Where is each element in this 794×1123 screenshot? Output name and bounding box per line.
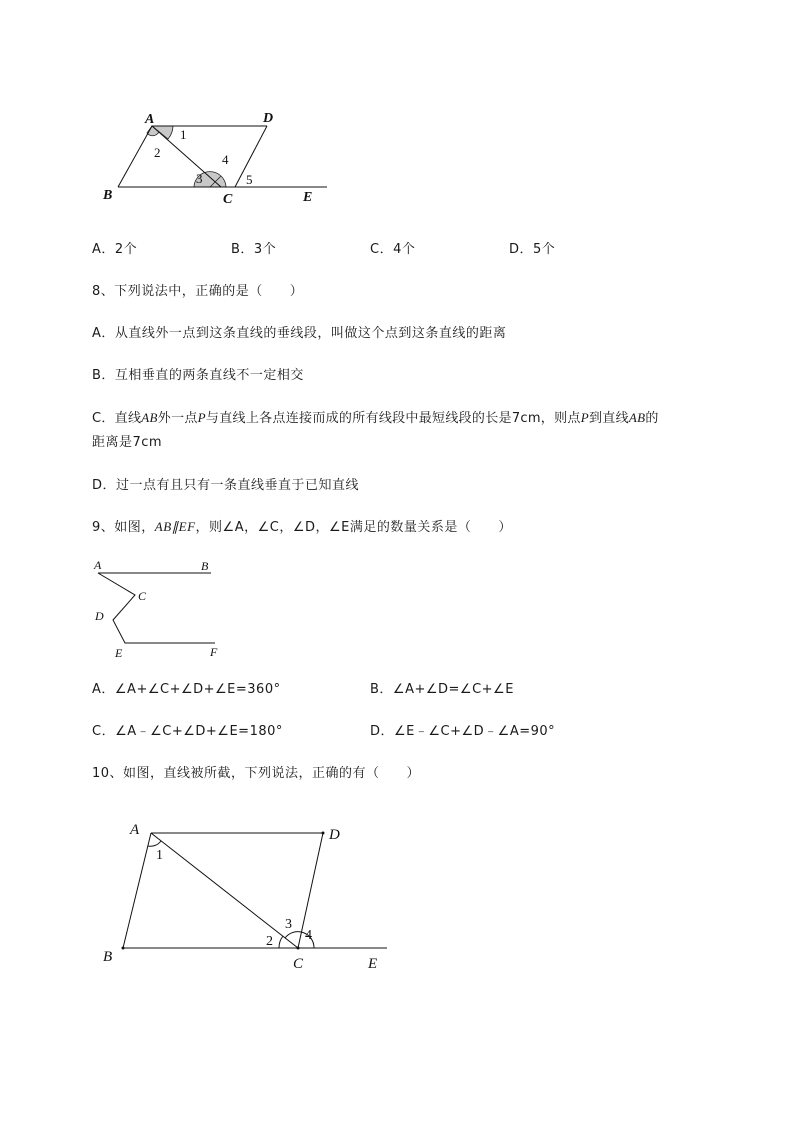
label-F: F [210,645,218,659]
label-A: A [130,822,140,838]
q9-stem-parallel: AB∥EF [154,519,196,534]
label-C: C [138,589,147,603]
q7-option-c: C．4个 [370,242,416,257]
angle-1-label: 1 [156,848,163,863]
figure-parallelogram-top [95,105,335,215]
q9-stem-pre: 9、如图， [92,520,155,535]
label-A: A [145,112,155,127]
label-B: B [201,559,209,573]
label-D: D [263,111,274,126]
q9-option-c: C．∠A﹣∠C+∠D+∠E=180° [92,724,283,739]
q8-c-pre: C．直线 [92,411,142,426]
angle-2-label: 2 [154,145,161,160]
q8-option-d: D．过一点有且只有一条直线垂直于已知直线 [92,478,360,493]
q8-c-mid2: 与直线上各点连接而成的所有线段中最短线段的长是7cm，则点 [205,411,581,426]
q8-option-c-line2: 距离是7cm [92,435,163,450]
figure-parallelogram-bottom [95,815,395,975]
angle-1-label: 1 [180,127,187,142]
q8-c-point-p2: P [580,410,589,425]
q9-stem-post: ，则∠A，∠C，∠D，∠E满足的数量关系是（ ） [195,520,512,535]
label-D: D [95,609,104,623]
angle-3-arc [285,932,301,938]
segment-AC [152,126,221,187]
angle-2-arc [279,936,283,948]
label-E: E [303,190,313,205]
label-C: C [293,956,304,972]
q9-option-b: B．∠A+∠D=∠C+∠E [370,682,514,697]
figure-parallel-zigzag [88,556,228,662]
label-E: E [368,956,378,972]
label-B: B [103,949,113,965]
q8-c-line-ab: AB [141,410,158,425]
q9-option-a: A．∠A+∠C+∠D+∠E=360° [92,682,281,697]
angle-5-label: 5 [246,172,253,187]
label-E: E [115,646,123,660]
q8-c-point-p: P [197,410,206,425]
q10-stem: 10、如图，直线被所截，下列说法，正确的有（ ） [92,766,421,781]
q7-option-a: A．2个 [92,242,138,257]
label-C: C [223,192,233,207]
angle-2-label: 2 [266,934,273,949]
q9-option-d: D．∠E﹣∠C+∠D﹣∠A=90° [370,724,556,739]
label-B: B [103,188,113,203]
q7-option-d: D．5个 [509,242,556,257]
q8-option-c-line1 [92,409,659,428]
angle-1-arc [148,841,161,846]
angle-4-label: 4 [222,152,229,167]
angle-3-label: 3 [285,917,292,932]
q8-stem: 8、下列说法中，正确的是（ ） [92,284,304,299]
q8-c-mid3: 到直线 [588,411,629,426]
label-D: D [329,827,340,843]
q8-c-mid: 外一点 [157,411,198,426]
angle-4-label: 4 [305,928,312,943]
q8-c-end: 的 [645,411,659,426]
angle-3-label: 3 [196,171,203,186]
q8-option-a: A．从直线外一点到这条直线的垂线段，叫做这个点到这条直线的距离 [92,326,507,341]
q8-c-line-ab2: AB [628,410,646,425]
label-A: A [94,558,102,572]
q8-option-b: B．互相垂直的两条直线不一定相交 [92,368,304,383]
q7-option-b: B．3个 [231,242,277,257]
q9-stem [92,518,512,537]
